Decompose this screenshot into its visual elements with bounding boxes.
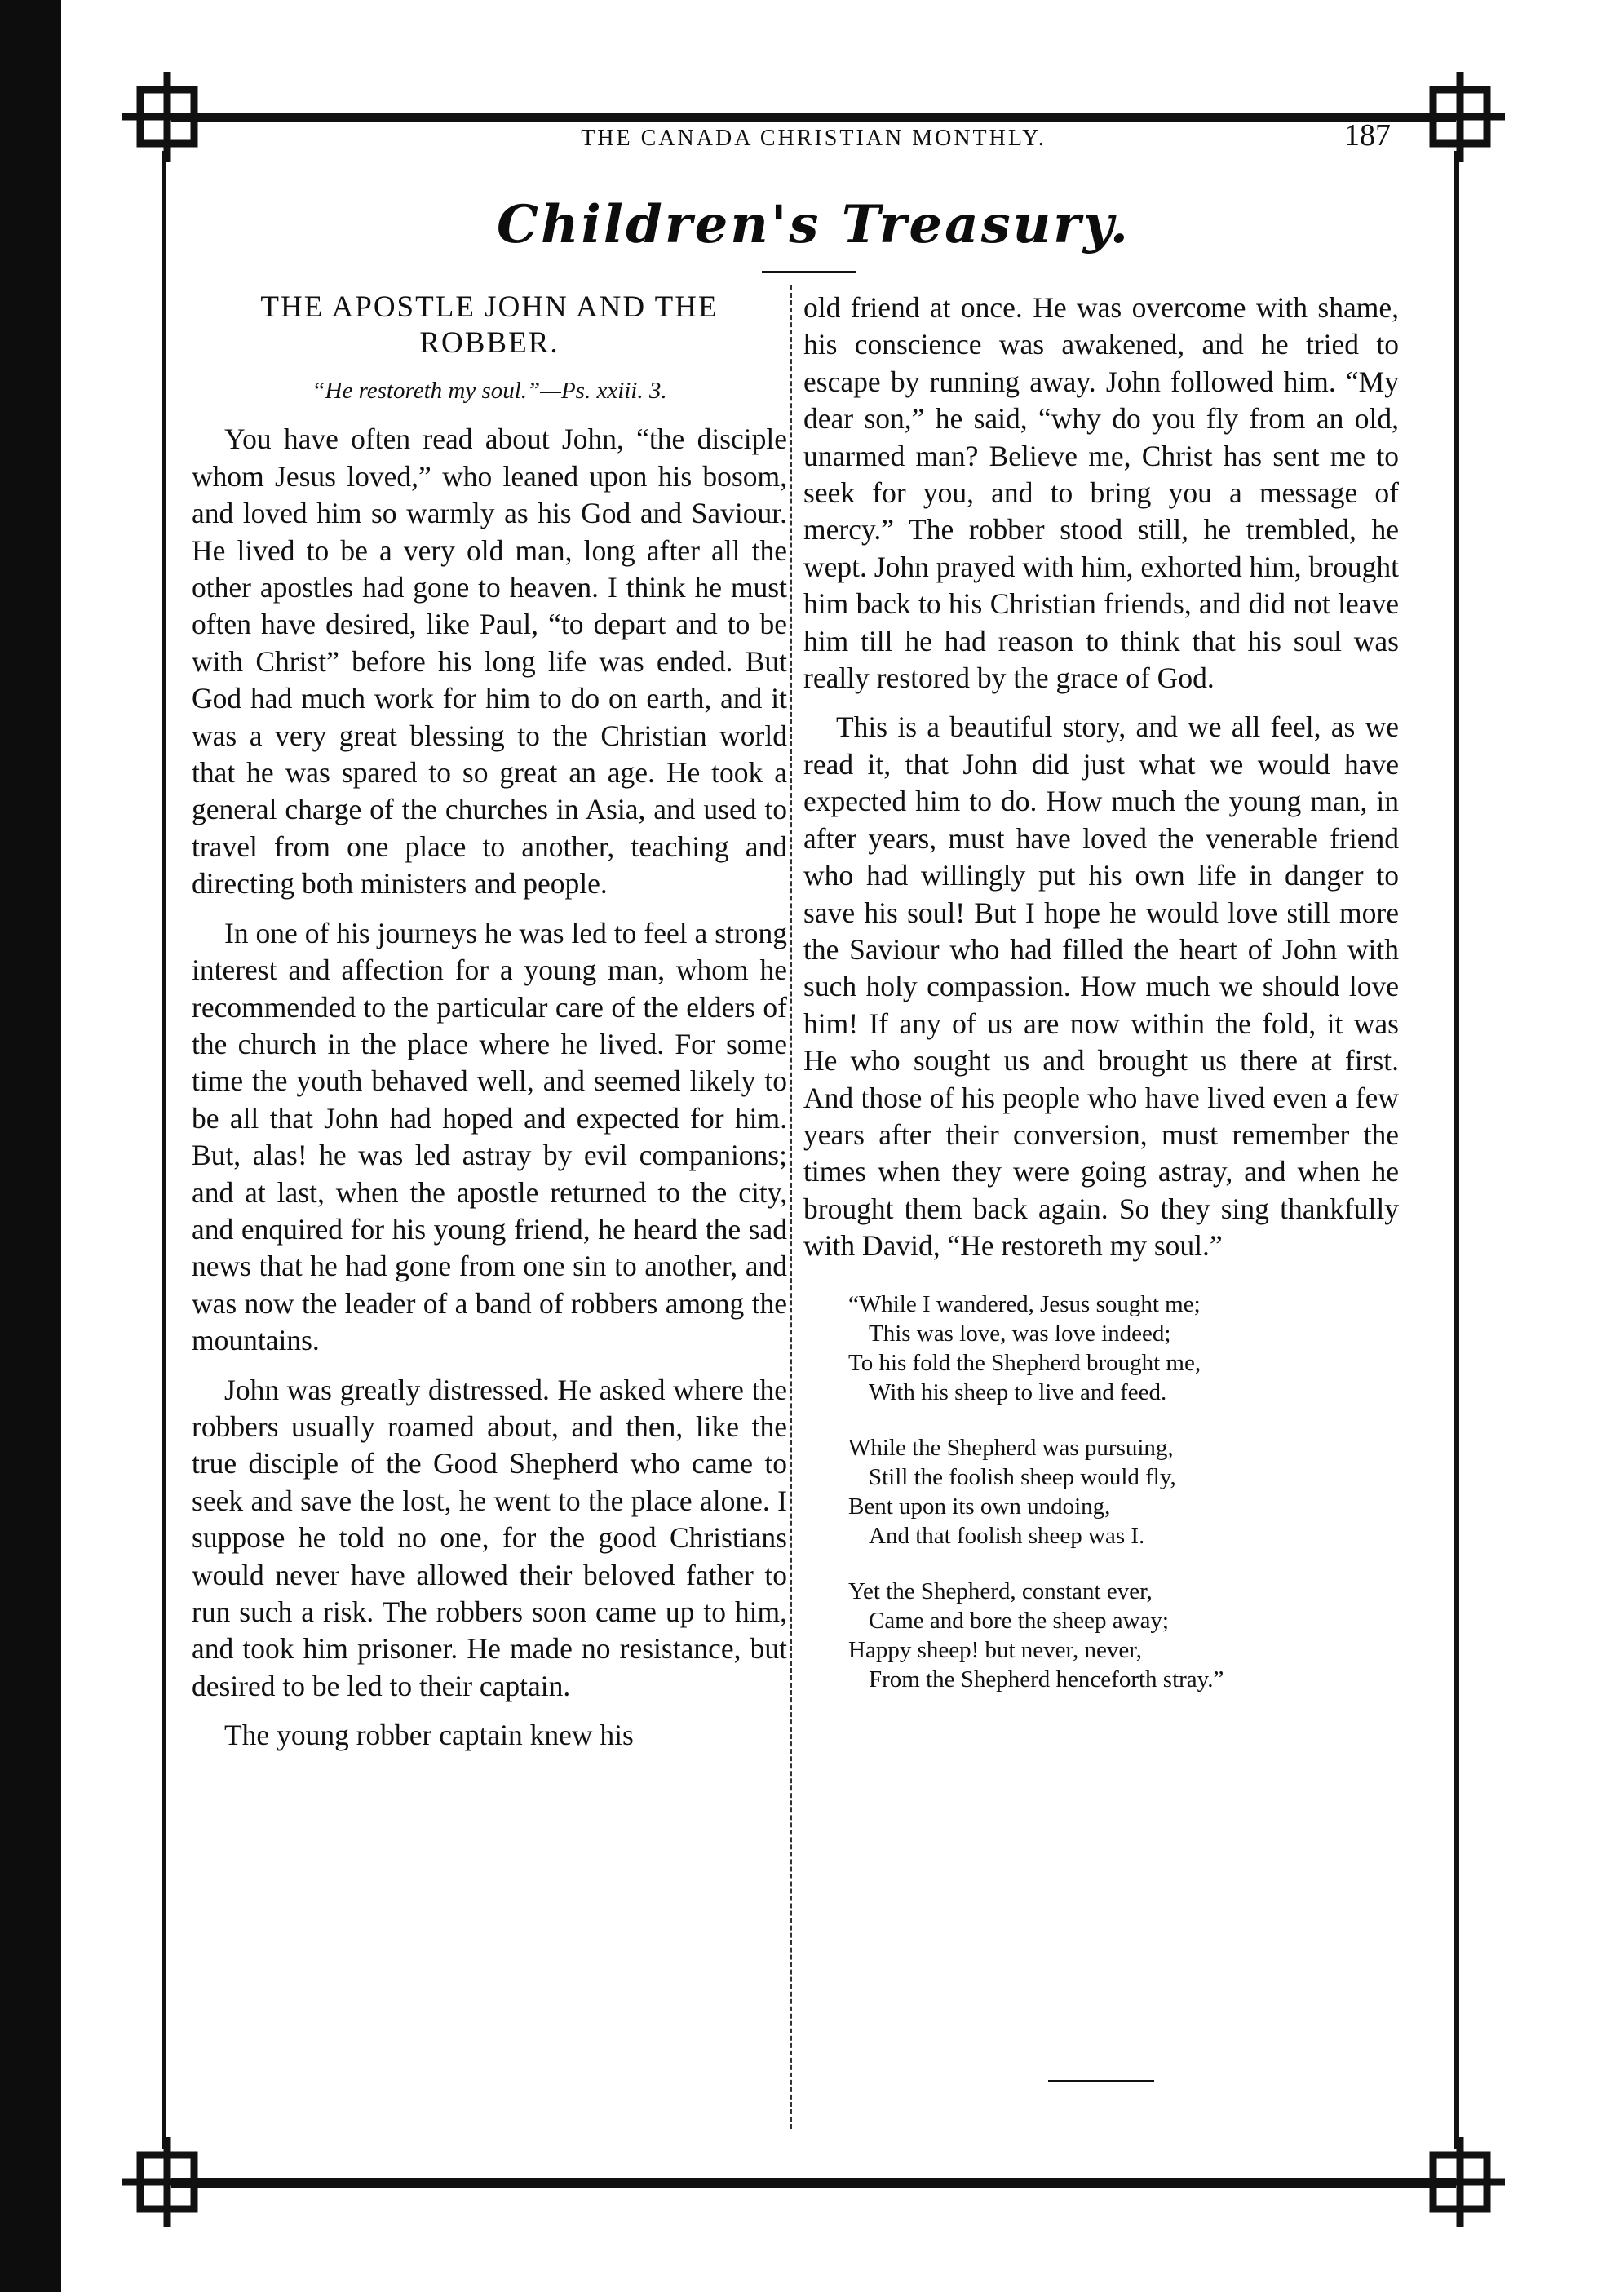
paragraph: The young robber captain knew his: [224, 1719, 634, 1752]
poem-line: Happy sheep! but never, never,: [848, 1636, 1143, 1663]
corner-ornament-bottom-left: [122, 2137, 212, 2227]
epigraph: “He restoreth my soul.”—Ps. xxiii. 3.: [312, 378, 667, 404]
left-column: [192, 290, 787, 1767]
paragraph: You have often read about John, “the disciple whom Jesus loved,” who leaned upon his bosom, and loved him so warmly as his God and Saviour. He lived to be a very old man, long after all the other apostles had gone to heaven. I think he must often have desired, like Paul, “to depart and to be with Christ” before his long life was ended. But God had much work for him to do on earth, and it was a very great blessing to the Christian world that he was spared to so great an age. He took a general charge of the churches in Asia, and used to travel from one place to another, teaching and directing both ministers and people.: [192, 423, 787, 900]
right-column: [803, 290, 1399, 1720]
running-title: THE CANADA CHRISTIAN MONTHLY.: [581, 126, 1047, 151]
poem-line: “While I wandered, Jesus sought me;: [848, 1290, 1201, 1317]
poem-line: With his sheep to live and feed.: [869, 1378, 1167, 1405]
poem-line: Yet the Shepherd, constant ever,: [848, 1577, 1153, 1604]
poem-line: Bent upon its own undoing,: [848, 1493, 1111, 1520]
frame-bottom-border: [171, 2178, 1456, 2188]
page-number: 187: [1344, 118, 1391, 153]
frame-right-border: [1454, 151, 1459, 2149]
poem-stanza: [803, 1433, 1399, 1551]
poem: [803, 1290, 1399, 1694]
heading-rule: [762, 271, 856, 273]
poem-line: Still the foolish sheep would fly,: [869, 1463, 1176, 1490]
poem-line: While the Shepherd was pursuing,: [848, 1434, 1174, 1461]
poem-line: From the Shepherd henceforth stray.”: [869, 1666, 1224, 1692]
paragraph: old friend at once. He was overcome with shame, his conscience was awakened, and he tried to escape by running away. John followed him. “My dear son,” he said, “why do you fly from an old, unarmed man? Believe me, Christ has sent me to seek for you, and to bring you a message of mercy.” The robber stood still, he trembled, he wept. John prayed with him, exhorted him, brought him back to his Christian friends, and did not leave him till he had reason to think that his soul was really restored by the grace of God.: [803, 291, 1399, 695]
poem-line: Came and bore the sheep away;: [869, 1607, 1169, 1634]
book-spine-shadow: [0, 0, 61, 2292]
poem-stanza: [803, 1577, 1399, 1694]
poem-stanza: [803, 1290, 1399, 1407]
paragraph: This is a beautiful story, and we all feel, as we read it, that John did just what we would have expected him to do. How much the young man, in after years, must have loved the venerable friend who had willingly put his own life in danger to save his soul! But I hope he would love still more the Saviour who had filled the heart of John with such holy compassion. How much we should love him! If any of us are now within the fold, it was He who sought us and brought us there at first. And those of his people who have lived even a few years after their conversion, must remember the times when they were going astray, and when he brought them back again. So they sing thankfully with David, “He restoreth my soul.”: [803, 710, 1399, 1263]
corner-ornament-bottom-right: [1415, 2137, 1505, 2227]
poem-line: This was love, was love indeed;: [869, 1320, 1171, 1347]
paragraph: John was greatly distressed. He asked where the robbers usually roamed about, and then, like the true disciple of the Good Shepherd who came to seek and save the lost, he went to the place alone. I suppose he told no one, for the good Christians would never have allowed their beloved father to run such a risk. The robbers soon came up to him, and took him prisoner. He made no resistance, but desired to be led to their captain.: [192, 1373, 787, 1702]
frame-left-border: [162, 151, 166, 2149]
article-title: THE APOSTLE JOHN AND THE ROBBER.: [260, 290, 719, 360]
running-header: [171, 118, 1456, 155]
poem-line: And that foolish sheep was I.: [869, 1522, 1145, 1549]
poem-line: To his fold the Shepherd brought me,: [848, 1349, 1201, 1376]
frame-top-border: [171, 113, 1456, 122]
end-rule: [1048, 2080, 1154, 2082]
paragraph: In one of his journeys he was led to feel a strong interest and affection for a young man, whom he recommended to the particular care of the elders of the church in the place where he lived. For some time the youth behaved well, and seemed likely to be all that John had hoped and expected for him. But, alas! he was led astray by evil companions; and at last, when the apostle returned to the city, and enquired for his young friend, he heard the sad news that he had gone from one sin to another, and was now the leader of a band of robbers among the mountains.: [192, 916, 787, 1357]
column-divider: [790, 285, 792, 2129]
section-heading: Children's Treasury.: [497, 194, 1131, 255]
